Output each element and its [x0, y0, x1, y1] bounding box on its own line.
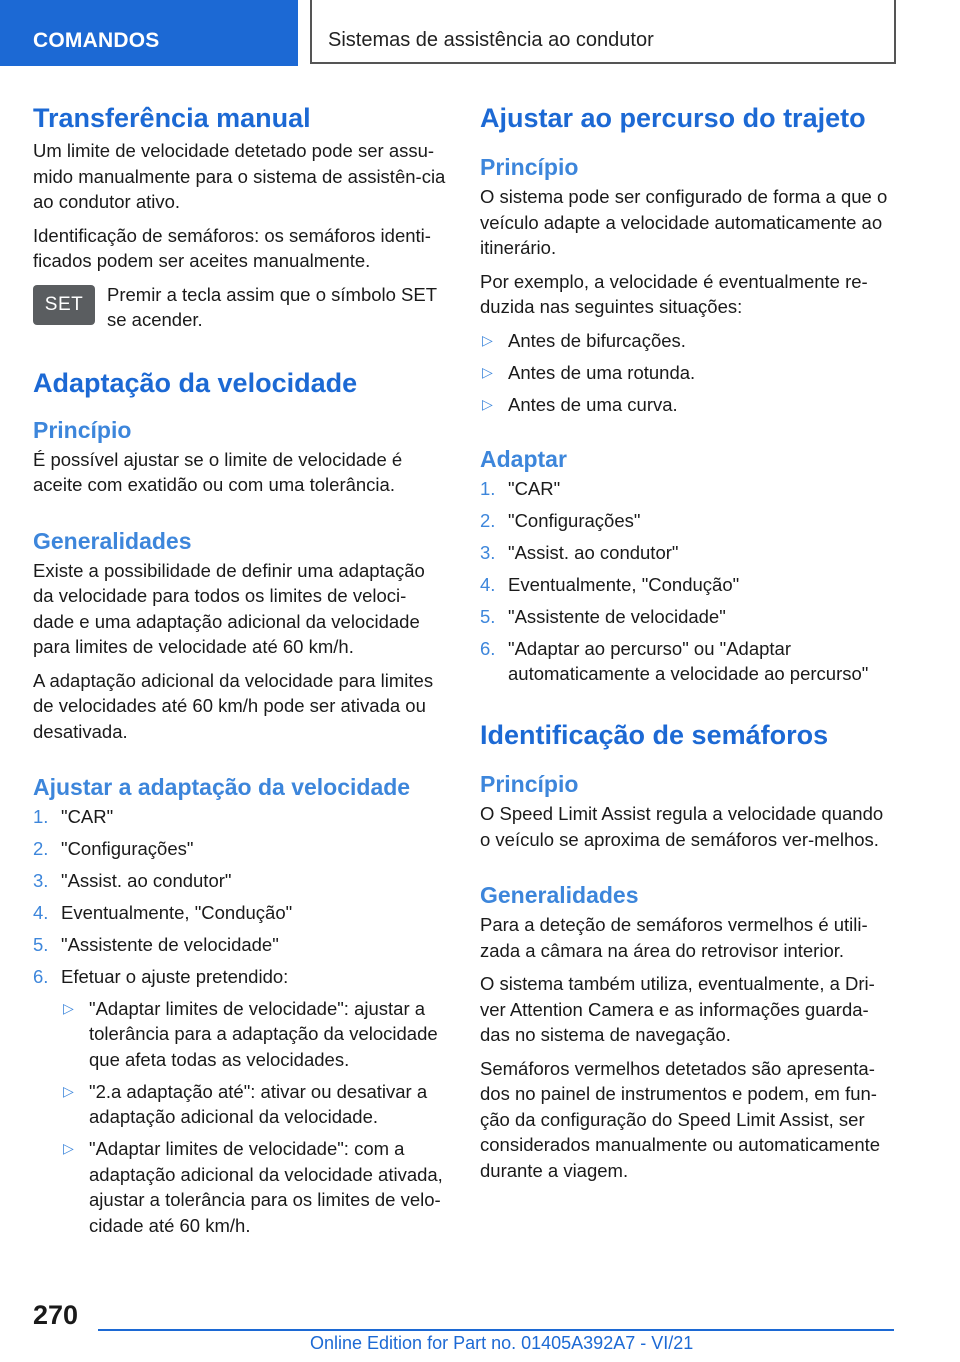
list-item: ▷ "2.a adaptação até": ativar ou desativar a adaptação adicional da velocidade.: [63, 1080, 428, 1127]
paragraph: Semáforos vermelhos detetados são apresenta-dos no painel de instrumentos e podem, em fun-ção da configuração do Speed Limit Assist, ser considerados manualmente ou automaticamente durante a viagem.: [480, 1057, 881, 1181]
list-item: 2. "Configurações": [33, 838, 194, 859]
paragraph: Para a deteção de semáforos vermelhos é utili-zada a câmara na área do retrovisor interior.: [480, 914, 868, 961]
paragraph: O Speed Limit Assist regula a velocidade quando o veículo se aproxima de semáforos ver-melhos.: [480, 803, 884, 850]
list-item: 5. "Assistente de velocidade": [33, 934, 279, 955]
paragraph: É possível ajustar se o limite de velocidade é aceite com exatidão ou com uma tolerância.: [33, 448, 403, 495]
sub-list: [61, 996, 447, 1239]
list-item: 1. "CAR": [33, 806, 114, 827]
paragraph: Um limite de velocidade detetado pode ser assu-mido manualmente para o sistema de assistên-cia ao condutor ativo.: [33, 140, 446, 212]
list-item: 5. "Assistente de velocidade": [480, 605, 726, 627]
subheading-principio: Princípio: [33, 416, 132, 443]
triangle-bullet-icon: ▷: [63, 1082, 74, 1099]
triangle-bullet-icon: ▷: [482, 363, 493, 380]
paragraph: Identificação de semáforos: os semáforos identi-ficados podem ser aceites manualmente.: [33, 224, 431, 271]
paragraph: O sistema também utiliza, eventualmente, a Dri-ver Attention Camera e as informações guarda-das no sistema de navegação.: [480, 973, 875, 1045]
paragraph: A adaptação adicional da velocidade para limites de velocidades até 60 km/h pode ser ativada ou desativada.: [33, 669, 434, 742]
triangle-bullet-icon: ▷: [482, 395, 493, 412]
bullet-list: [480, 328, 894, 418]
footer-divider: [98, 1329, 894, 1331]
set-key-instruction: [33, 282, 447, 333]
subheading-adaptar: Adaptar: [480, 445, 567, 472]
set-button-icon: SET: [33, 285, 95, 325]
list-item: ▷ Antes de uma curva.: [480, 392, 894, 418]
paragraph: O sistema pode ser configurado de forma a que o veículo adapte a velocidade automaticamente ao itinerário.: [480, 186, 888, 258]
page-number: 270: [33, 1300, 79, 1330]
list-item: 3. "Assist. ao condutor": [480, 541, 679, 563]
list-item: 1. "CAR": [480, 477, 561, 499]
heading-identificacao-semaforos: Identificação de semáforos: [480, 720, 829, 750]
steps-list: [480, 476, 894, 687]
heading-ajustar-percurso: Ajustar ao percurso do trajeto: [480, 103, 866, 133]
list-item: 3. "Assist. ao condutor": [33, 870, 232, 891]
right-column: [480, 98, 894, 1191]
list-item: 4. Eventualmente, "Condução": [480, 573, 740, 595]
list-item: ▷ "Adaptar limites de velocidade": ajustar a tolerância para a adaptação da velocidade que afeta todas as velocidades.: [63, 997, 438, 1070]
paragraph: Premir a tecla assim que o símbolo SET se acender.: [107, 283, 437, 330]
edition-note: Online Edition for Part no. 01405A392A7 - VI/21: [310, 1333, 694, 1353]
list-item: ▷ "Adaptar limites de velocidade": com a adaptação adicional da velocidade ativada, ajustar a tolerância para os limites de velo-cidade até 60 km/h.: [63, 1138, 443, 1236]
subheading-principio: Princípio: [480, 154, 579, 180]
list-item: 6. Efetuar o ajuste pretendido: ▷ "Adaptar limites de velocidade": ajustar a tolerância para a adaptação da velocidade que afeta todas as velocidades. ▷ "2.a adaptação até": ativar ou desativar a adaptação adicional da velocidade. ▷ "Adaptar limites de velocidade": com a adaptação adicional da velocidade ativada, ajustar a tolerância para os limites de velo-cidade até 60 km/h.: [33, 964, 447, 1238]
list-item: 4. Eventualmente, "Condução": [33, 902, 293, 923]
section-tab: COMANDOS: [0, 0, 298, 66]
subheading-generalidades: Generalidades: [33, 527, 192, 554]
heading-transferencia-manual: Transferência manual: [33, 103, 311, 133]
list-item: ▷ Antes de bifurcações.: [480, 328, 894, 354]
list-item: ▷ Antes de uma rotunda.: [480, 360, 894, 386]
triangle-bullet-icon: ▷: [63, 1140, 74, 1156]
steps-list: [33, 804, 447, 1238]
subheading-ajustar-adaptacao: Ajustar a adaptação da velocidade: [33, 774, 411, 800]
paragraph: Existe a possibilidade de definir uma adaptação da velocidade para todos os limites de veloci-dade e uma adaptação adicional da velocidade para limites de velocidade até 60 km/h.: [33, 559, 425, 657]
chapter-title: Sistemas de assistência ao condutor: [310, 0, 896, 64]
subheading-principio: Princípio: [480, 771, 579, 797]
list-item: 2. "Configurações": [480, 509, 641, 531]
triangle-bullet-icon: ▷: [63, 999, 74, 1016]
triangle-bullet-icon: ▷: [482, 331, 493, 348]
page-header: [0, 0, 960, 66]
paragraph: Por exemplo, a velocidade é eventualmente re-duzida nas seguintes situações:: [480, 270, 868, 317]
subheading-generalidades: Generalidades: [480, 882, 639, 908]
left-column: [33, 98, 447, 1245]
heading-adaptacao-velocidade: Adaptação da velocidade: [33, 367, 358, 398]
list-item: 6. "Adaptar ao percurso" ou "Adaptar automaticamente a velocidade ao percurso": [480, 637, 869, 684]
